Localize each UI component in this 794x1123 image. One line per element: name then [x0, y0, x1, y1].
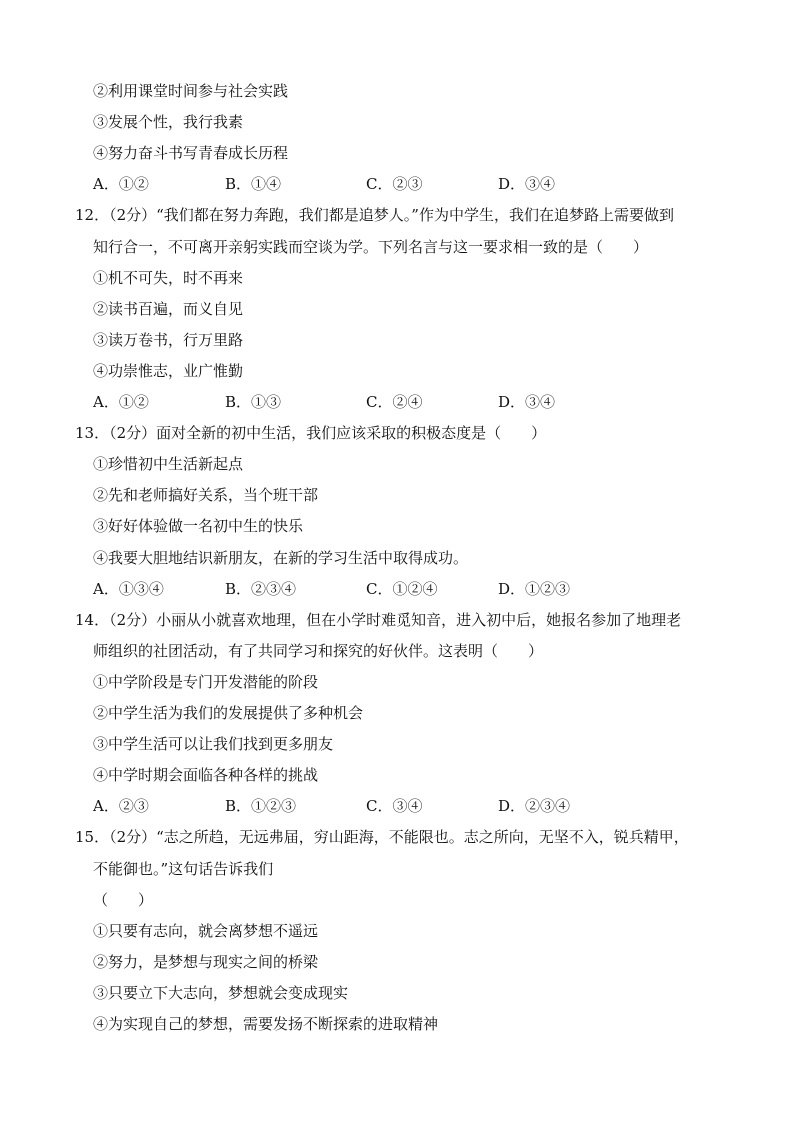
answer-choice: B．②③④: [225, 579, 297, 598]
question-text: （ ）: [93, 890, 154, 909]
answer-choice: A．①②: [93, 393, 149, 411]
option-statement: ③中学生活可以让我们找到更多朋友: [93, 735, 334, 754]
answer-choice: D．①②③: [498, 579, 571, 598]
answer-choice: D．③④: [498, 393, 556, 411]
answer-choice: B．①②③: [225, 797, 297, 816]
answer-choices: [93, 579, 653, 599]
answer-choice: D．②③④: [498, 797, 571, 816]
option-statement: ①中学阶段是专门开发潜能的阶段: [93, 672, 319, 691]
option-statement: ④努力奋斗书写青春成长历程: [93, 144, 289, 163]
option-statement: ③好好体验做一名初中生的快乐: [93, 517, 304, 536]
option-statement: ②利用课堂时间参与社会实践: [93, 82, 289, 100]
option-statement: ②中学生活为我们的发展提供了多种机会: [93, 704, 364, 722]
answer-choice: A．①②: [93, 175, 149, 194]
answer-choice: A．①③④: [93, 579, 164, 598]
question-text: 师组织的社团活动，有了共同学习和探究的好伙伴。这表明（ ）: [93, 641, 544, 660]
option-statement: ①珍惜初中生活新起点: [93, 455, 244, 474]
option-statement: ①机不可失，时不再来: [93, 268, 244, 287]
question-text: 15．（2分）“志之所趋，无远弗届，穷山距海，不能限也。志之所向，无坚不入，锐兵精甲，: [75, 828, 689, 847]
option-statement: ②努力，是梦想与现实之间的桥梁: [93, 952, 319, 971]
option-statement: ④我要大胆地结识新朋友，在新的学习生活中取得成功。: [93, 548, 469, 567]
answer-choice: C．②③: [366, 175, 423, 194]
option-statement: ④中学时期会面临各种各样的挑战: [93, 766, 319, 785]
option-statement: ③发展个性，我行我素: [93, 113, 244, 132]
option-statement: ①只要有志向，就会离梦想不遥远: [93, 921, 319, 940]
answer-choices: [93, 174, 653, 194]
option-statement: ③读万卷书，行万里路: [93, 330, 244, 349]
question-text: 知行合一，不可离开亲躬实践而空谈为学。下列名言与这一要求相一致的是（ ）: [93, 237, 649, 256]
answer-choice: C．③④: [366, 797, 423, 816]
answer-choices: [93, 796, 653, 816]
answer-choices: [93, 392, 653, 412]
question-text: 13．（2分）面对全新的初中生活，我们应该采取的积极态度是（ ）: [75, 424, 547, 443]
option-statement: ③只要立下大志向，梦想就会变成现实: [93, 983, 349, 1002]
option-statement: ④为实现自己的梦想，需要发扬不断探索的进取精神: [93, 1015, 439, 1033]
answer-choice: B．①④: [225, 175, 282, 194]
answer-choice: C．①②④: [366, 579, 438, 598]
answer-choice: A．②③: [93, 797, 149, 816]
option-statement: ④功崇惟志，业广惟勤: [93, 361, 244, 380]
option-statement: ②先和老师搞好关系，当个班干部: [93, 486, 319, 505]
question-text: 14．（2分）小丽从小就喜欢地理，但在小学时难觅知音，进入初中后，她报名参加了地理老: [75, 610, 682, 629]
answer-choice: D．③④: [498, 175, 556, 194]
question-text: 不能御也。”这句话告诉我们: [93, 859, 274, 878]
question-text: 12．（2分）“我们都在努力奔跑，我们都是追梦人。”作为中学生，我们在追梦路上需要做到: [75, 206, 674, 225]
answer-choice: B．①③: [225, 393, 282, 411]
option-statement: ②读书百遍，而义自见: [93, 299, 244, 318]
answer-choice: C．②④: [366, 393, 423, 411]
